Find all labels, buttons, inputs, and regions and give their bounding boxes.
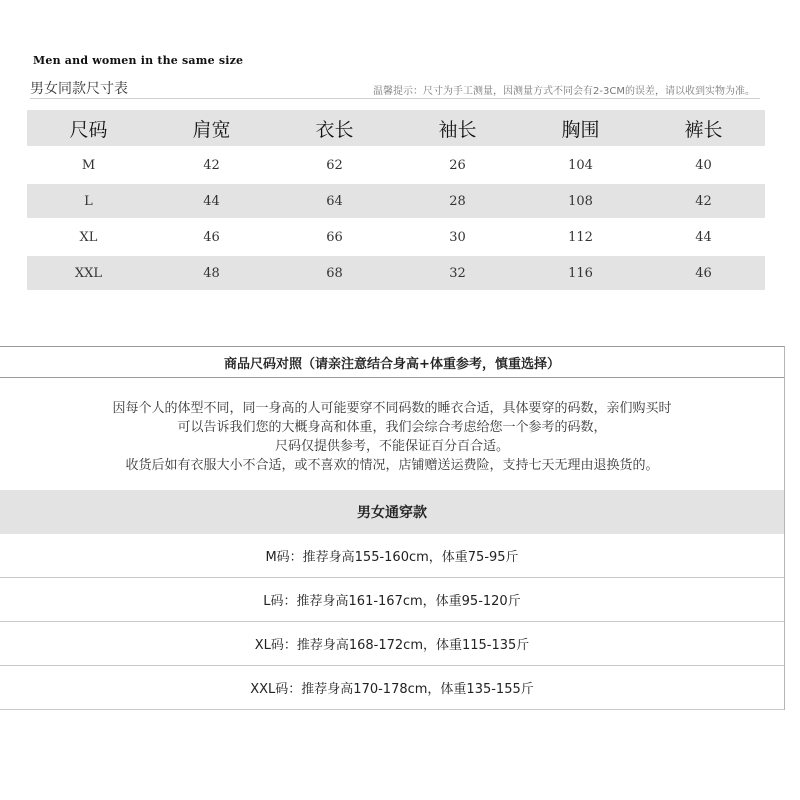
table-cell: 112 [568, 229, 593, 245]
recommendation-text: XXL码：推荐身高170-178cm，体重135-155斤 [250, 682, 534, 697]
table-cell: L [84, 193, 93, 209]
note-line: 尺码仅提供参考，不能保证百分百合适。 [274, 439, 509, 454]
table-cell: XXL [74, 265, 103, 281]
table-cell: 30 [449, 229, 466, 245]
table-cell: 116 [568, 265, 593, 281]
recommendation-row-m [0, 534, 784, 578]
table-cell: 28 [449, 193, 466, 209]
column-header-chest: 胸围 [561, 118, 600, 141]
table-cell: 32 [449, 265, 466, 281]
table-cell: 66 [326, 229, 343, 245]
chinese-title: 男女同款尺寸表 [30, 81, 128, 97]
column-header-size: 尺码 [69, 118, 108, 141]
column-header-sleeve: 袖长 [438, 118, 477, 141]
table-row [27, 184, 765, 218]
recommendation-row-l [0, 578, 784, 622]
note-line: 收货后如有衣服大小不合适，或不喜欢的情况，店铺赠送运费险，支持七天无理由退换货的。 [125, 458, 659, 473]
table-cell: 42 [695, 193, 712, 209]
english-title: Men and women in the same size [33, 54, 244, 67]
table-cell: 108 [568, 193, 593, 209]
table-cell: M [81, 157, 96, 173]
size-chart-table [27, 110, 765, 290]
table-cell: 64 [326, 193, 343, 209]
measurement-tip: 温馨提示：尺寸为手工测量，因测量方式不同会有2-3CM的误差，请以收到实物为准。 [373, 86, 755, 97]
reference-title: 商品尺码对照（请亲注意结合身高+体重参考，慎重选择） [0, 347, 784, 378]
table-cell: 42 [203, 157, 220, 173]
table-cell: 44 [695, 229, 712, 245]
column-header-shoulder: 肩宽 [192, 118, 231, 141]
recommendation-text: L码：推荐身高161-167cm，体重95-120斤 [263, 594, 521, 609]
table-cell: 44 [203, 193, 220, 209]
table-cell: 46 [695, 265, 712, 281]
recommendation-row-xl [0, 622, 784, 666]
size-chart-header-row [27, 110, 765, 146]
note-line: 可以告诉我们您的大概身高和体重，我们会综合考虑给您一个参考的码数， [177, 420, 607, 435]
title-divider [30, 98, 760, 99]
table-cell: XL [79, 229, 98, 245]
table-cell: 62 [326, 157, 343, 173]
table-cell: 26 [449, 157, 466, 173]
column-header-length: 衣长 [315, 118, 354, 141]
recommendation-text: XL码：推荐身高168-172cm，体重115-135斤 [254, 638, 530, 653]
table-cell: 48 [203, 265, 220, 281]
note-line: 因每个人的体型不同，同一身高的人可能要穿不同码数的睡衣合适，具体要穿的码数，亲们购买时 [112, 401, 672, 416]
sizing-notes [0, 378, 784, 490]
table-cell: 46 [203, 229, 220, 245]
table-row [27, 148, 765, 182]
column-header-pants-length: 裤长 [684, 118, 723, 141]
table-cell: 104 [568, 157, 593, 173]
unisex-subheading: 男女通穿款 [0, 490, 784, 534]
table-cell: 68 [326, 265, 343, 281]
table-row [27, 256, 765, 290]
recommendation-row-xxl [0, 666, 784, 710]
recommendation-text: M码：推荐身高155-160cm，体重75-95斤 [265, 550, 519, 565]
table-row [27, 220, 765, 254]
table-cell: 40 [695, 157, 712, 173]
size-reference-panel [0, 346, 785, 710]
